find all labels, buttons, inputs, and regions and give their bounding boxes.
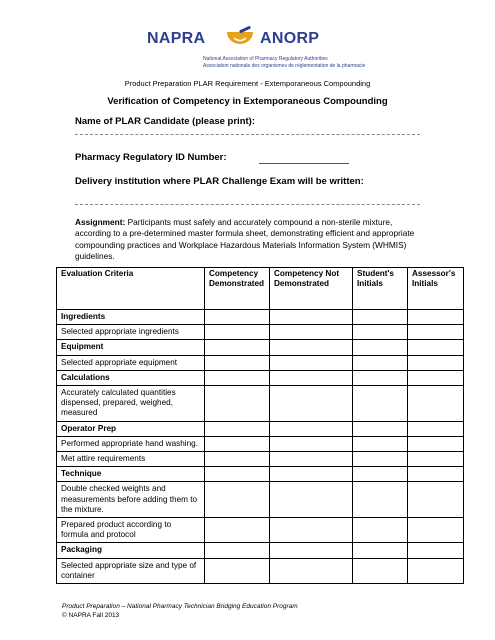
footer-program: Product Preparation – National Pharmacy Technician Bridging Education Program xyxy=(62,603,298,610)
competency-not-demonstrated-cell[interactable] xyxy=(270,518,353,543)
mortar-pestle-icon xyxy=(225,26,255,52)
competency-not-demonstrated-cell[interactable] xyxy=(270,558,353,583)
page-footer xyxy=(62,603,298,620)
logo-subtitle-fr: Association nationale des organismes de réglementation de la pharmacie xyxy=(203,63,366,69)
header-competency-demonstrated: Competency Demonstrated xyxy=(205,268,270,310)
competency-not-demonstrated-cell[interactable] xyxy=(270,543,353,558)
competency-demonstrated-cell[interactable] xyxy=(205,325,270,340)
assessor-initials-cell[interactable] xyxy=(408,310,464,325)
competency-demonstrated-cell[interactable] xyxy=(205,340,270,355)
competency-demonstrated-cell[interactable] xyxy=(205,467,270,482)
assessor-initials-cell[interactable] xyxy=(408,325,464,340)
assessor-initials-cell[interactable] xyxy=(408,421,464,436)
student-initials-cell[interactable] xyxy=(353,467,408,482)
evaluation-table xyxy=(56,267,464,584)
table-row xyxy=(57,386,464,422)
section-heading: Packaging xyxy=(57,543,205,558)
student-initials-cell[interactable] xyxy=(353,370,408,385)
competency-demonstrated-cell[interactable] xyxy=(205,558,270,583)
table-row xyxy=(57,482,464,518)
table-row xyxy=(57,452,464,467)
section-heading: Technique xyxy=(57,467,205,482)
table-row xyxy=(57,518,464,543)
section-heading: Equipment xyxy=(57,340,205,355)
assessor-initials-cell[interactable] xyxy=(408,386,464,422)
table-row xyxy=(57,325,464,340)
criterion-text: Accurately calculated quantities dispensed, prepared, weighed, measured xyxy=(57,386,205,422)
header-assessors-initials: Assessor's Initials xyxy=(408,268,464,310)
student-initials-cell[interactable] xyxy=(353,452,408,467)
competency-not-demonstrated-cell[interactable] xyxy=(270,421,353,436)
assessor-initials-cell[interactable] xyxy=(408,340,464,355)
table-row xyxy=(57,436,464,451)
assessor-initials-cell[interactable] xyxy=(408,452,464,467)
student-initials-cell[interactable] xyxy=(353,310,408,325)
logo-subtitle-en: National Association of Pharmacy Regulatory Authorities xyxy=(203,56,328,62)
competency-demonstrated-cell[interactable] xyxy=(205,482,270,518)
criterion-text: Selected appropriate equipment xyxy=(57,355,205,370)
competency-not-demonstrated-cell[interactable] xyxy=(270,310,353,325)
header-students-initials: Student's Initials xyxy=(353,268,408,310)
student-initials-cell[interactable] xyxy=(353,355,408,370)
header-evaluation-criteria: Evaluation Criteria xyxy=(57,268,205,310)
assessor-initials-cell[interactable] xyxy=(408,482,464,518)
footer-copyright: © NAPRA Fall 2013 xyxy=(62,611,120,619)
competency-demonstrated-cell[interactable] xyxy=(205,452,270,467)
assessor-initials-cell[interactable] xyxy=(408,355,464,370)
competency-demonstrated-cell[interactable] xyxy=(205,436,270,451)
competency-not-demonstrated-cell[interactable] xyxy=(270,452,353,467)
competency-not-demonstrated-cell[interactable] xyxy=(270,340,353,355)
student-initials-cell[interactable] xyxy=(353,518,408,543)
napra-logo xyxy=(143,30,366,72)
table-section-row xyxy=(57,340,464,355)
competency-not-demonstrated-cell[interactable] xyxy=(270,355,353,370)
competency-demonstrated-cell[interactable] xyxy=(205,518,270,543)
institution-label: Delivery institution where PLAR Challenge Exam will be written: xyxy=(75,176,364,187)
assessor-initials-cell[interactable] xyxy=(408,467,464,482)
table-row xyxy=(57,355,464,370)
competency-demonstrated-cell[interactable] xyxy=(205,310,270,325)
student-initials-cell[interactable] xyxy=(353,482,408,518)
logo-left-text: NAPRA xyxy=(147,30,206,47)
competency-not-demonstrated-cell[interactable] xyxy=(270,386,353,422)
regulatory-id-line[interactable] xyxy=(259,153,349,164)
student-initials-cell[interactable] xyxy=(353,340,408,355)
criterion-text: Double checked weights and measurements before adding them to the mixture. xyxy=(57,482,205,518)
criterion-text: Prepared product according to formula and protocol xyxy=(57,518,205,543)
assessor-initials-cell[interactable] xyxy=(408,370,464,385)
institution-line[interactable] xyxy=(75,200,420,206)
student-initials-cell[interactable] xyxy=(353,543,408,558)
competency-not-demonstrated-cell[interactable] xyxy=(270,436,353,451)
candidate-name-label: Name of PLAR Candidate (please print): xyxy=(75,116,255,127)
table-section-row xyxy=(57,370,464,385)
competency-demonstrated-cell[interactable] xyxy=(205,543,270,558)
competency-not-demonstrated-cell[interactable] xyxy=(270,325,353,340)
competency-demonstrated-cell[interactable] xyxy=(205,386,270,422)
criterion-text: Selected appropriate size and type of container xyxy=(57,558,205,583)
student-initials-cell[interactable] xyxy=(353,421,408,436)
criterion-text: Performed appropriate hand washing. xyxy=(57,436,205,451)
section-heading: Operator Prep xyxy=(57,421,205,436)
candidate-name-line[interactable] xyxy=(75,130,420,136)
table-section-row xyxy=(57,421,464,436)
assignment-paragraph xyxy=(75,217,425,262)
assignment-label: Assignment: xyxy=(75,217,126,227)
section-heading: Calculations xyxy=(57,370,205,385)
document-title: Verification of Competency in Extemporaneous Compounding xyxy=(107,96,388,107)
assessor-initials-cell[interactable] xyxy=(408,543,464,558)
logo-right-text: ANORP xyxy=(260,30,320,47)
criterion-text: Met attire requirements xyxy=(57,452,205,467)
document-header: Product Preparation PLAR Requirement - Extemporaneous Compounding xyxy=(124,79,371,88)
table-row xyxy=(57,558,464,583)
student-initials-cell[interactable] xyxy=(353,386,408,422)
criterion-text: Selected appropriate ingredients xyxy=(57,325,205,340)
header-competency-not-demonstrated: Competency Not Demonstrated xyxy=(270,268,353,310)
assessor-initials-cell[interactable] xyxy=(408,558,464,583)
table-section-row xyxy=(57,543,464,558)
section-heading: Ingredients xyxy=(57,310,205,325)
competency-not-demonstrated-cell[interactable] xyxy=(270,467,353,482)
student-initials-cell[interactable] xyxy=(353,558,408,583)
regulatory-id-label: Pharmacy Regulatory ID Number: xyxy=(75,152,227,163)
competency-not-demonstrated-cell[interactable] xyxy=(270,482,353,518)
table-section-row xyxy=(57,310,464,325)
student-initials-cell[interactable] xyxy=(353,436,408,451)
assessor-initials-cell[interactable] xyxy=(408,436,464,451)
competency-demonstrated-cell[interactable] xyxy=(205,355,270,370)
competency-demonstrated-cell[interactable] xyxy=(205,421,270,436)
student-initials-cell[interactable] xyxy=(353,325,408,340)
assignment-text: Participants must safely and accurately compound a non-sterile mixture, according to a pre-determined master formula sheet, demonstrating efficient and appropriate compounding practices and Workplace Hazardous Materials Information System (WHMIS) guidelines. xyxy=(75,217,415,261)
competency-demonstrated-cell[interactable] xyxy=(205,370,270,385)
table-section-row xyxy=(57,467,464,482)
competency-not-demonstrated-cell[interactable] xyxy=(270,370,353,385)
assessor-initials-cell[interactable] xyxy=(408,518,464,543)
